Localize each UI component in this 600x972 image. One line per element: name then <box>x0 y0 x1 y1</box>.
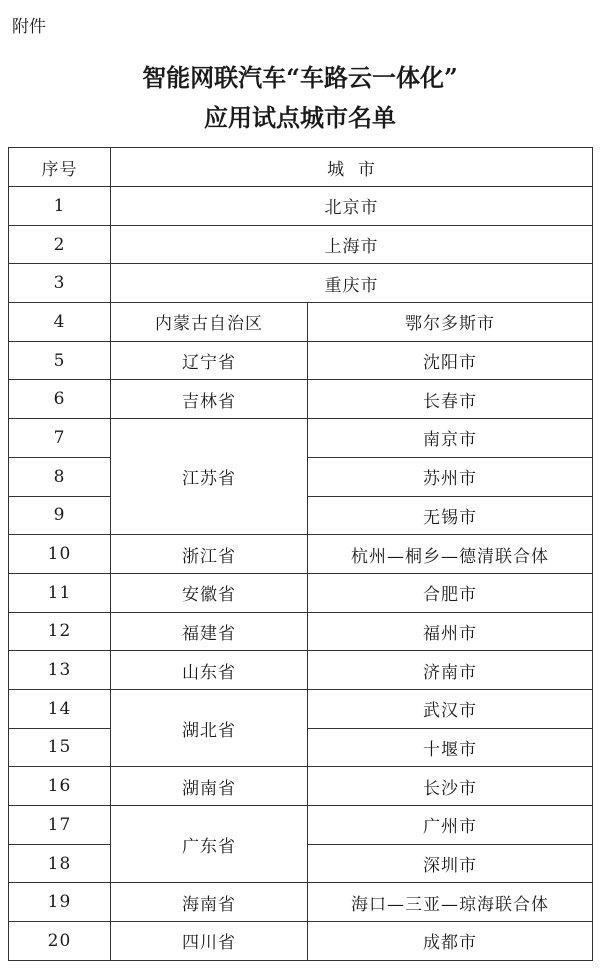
province-cell: 海南省 <box>111 883 308 922</box>
row-number: 9 <box>9 496 111 535</box>
row-number: 4 <box>9 303 111 342</box>
city-cell: 杭州—桐乡—德清联合体 <box>308 535 593 574</box>
province-cell: 山东省 <box>111 651 308 690</box>
province-cell: 湖北省 <box>111 689 308 766</box>
city-cell: 重庆市 <box>111 264 593 303</box>
row-number: 14 <box>9 689 111 728</box>
city-cell: 成都市 <box>308 922 593 961</box>
province-cell: 浙江省 <box>111 535 308 574</box>
table-row <box>9 767 593 806</box>
province-cell: 内蒙古自治区 <box>111 303 308 342</box>
attachment-label: 附件 <box>12 17 46 37</box>
province-cell: 四川省 <box>111 922 308 961</box>
city-cell: 长沙市 <box>308 767 593 806</box>
table-row <box>9 419 593 458</box>
province-cell: 安徽省 <box>111 573 308 612</box>
city-cell: 鄂尔多斯市 <box>308 303 593 342</box>
document-title-line1: 智能网联汽车“车路云一体化” <box>142 63 458 92</box>
city-cell: 长春市 <box>308 380 593 419</box>
row-number: 13 <box>9 651 111 690</box>
city-cell: 上海市 <box>111 225 593 264</box>
province-cell: 福建省 <box>111 612 308 651</box>
pilot-city-table <box>8 147 593 961</box>
table-row <box>9 187 593 226</box>
column-header-city: 城 市 <box>111 148 593 187</box>
table-row <box>9 806 593 845</box>
row-number: 20 <box>9 922 111 961</box>
row-number: 19 <box>9 883 111 922</box>
city-cell: 武汉市 <box>308 689 593 728</box>
table-row <box>9 264 593 303</box>
row-number: 15 <box>9 728 111 767</box>
province-cell: 辽宁省 <box>111 341 308 380</box>
city-cell: 福州市 <box>308 612 593 651</box>
table-row <box>9 225 593 264</box>
row-number: 17 <box>9 806 111 845</box>
province-cell: 广东省 <box>111 806 308 883</box>
city-cell: 济南市 <box>308 651 593 690</box>
table-row <box>9 303 593 342</box>
row-number: 3 <box>9 264 111 303</box>
document-title-line2: 应用试点城市名单 <box>204 103 396 132</box>
row-number: 5 <box>9 341 111 380</box>
row-number: 1 <box>9 187 111 226</box>
row-number: 16 <box>9 767 111 806</box>
row-number: 10 <box>9 535 111 574</box>
city-cell: 苏州市 <box>308 457 593 496</box>
table-row <box>9 651 593 690</box>
city-cell: 沈阳市 <box>308 341 593 380</box>
province-cell: 湖南省 <box>111 767 308 806</box>
city-cell: 南京市 <box>308 419 593 458</box>
city-cell: 无锡市 <box>308 496 593 535</box>
row-number: 2 <box>9 225 111 264</box>
city-cell: 深圳市 <box>308 844 593 883</box>
table-row <box>9 883 593 922</box>
city-cell: 北京市 <box>111 187 593 226</box>
row-number: 12 <box>9 612 111 651</box>
table-row <box>9 689 593 728</box>
table-row <box>9 573 593 612</box>
row-number: 11 <box>9 573 111 612</box>
city-cell: 海口—三亚—琼海联合体 <box>308 883 593 922</box>
column-header-number: 序号 <box>9 148 111 187</box>
table-row <box>9 612 593 651</box>
row-number: 8 <box>9 457 111 496</box>
row-number: 18 <box>9 844 111 883</box>
table-row <box>9 380 593 419</box>
row-number: 7 <box>9 419 111 458</box>
city-cell: 合肥市 <box>308 573 593 612</box>
table-row <box>9 341 593 380</box>
table-row <box>9 922 593 961</box>
province-cell: 江苏省 <box>111 419 308 535</box>
province-cell: 吉林省 <box>111 380 308 419</box>
table-row <box>9 535 593 574</box>
row-number: 6 <box>9 380 111 419</box>
city-cell: 广州市 <box>308 806 593 845</box>
city-cell: 十堰市 <box>308 728 593 767</box>
table-header-row <box>9 148 593 187</box>
